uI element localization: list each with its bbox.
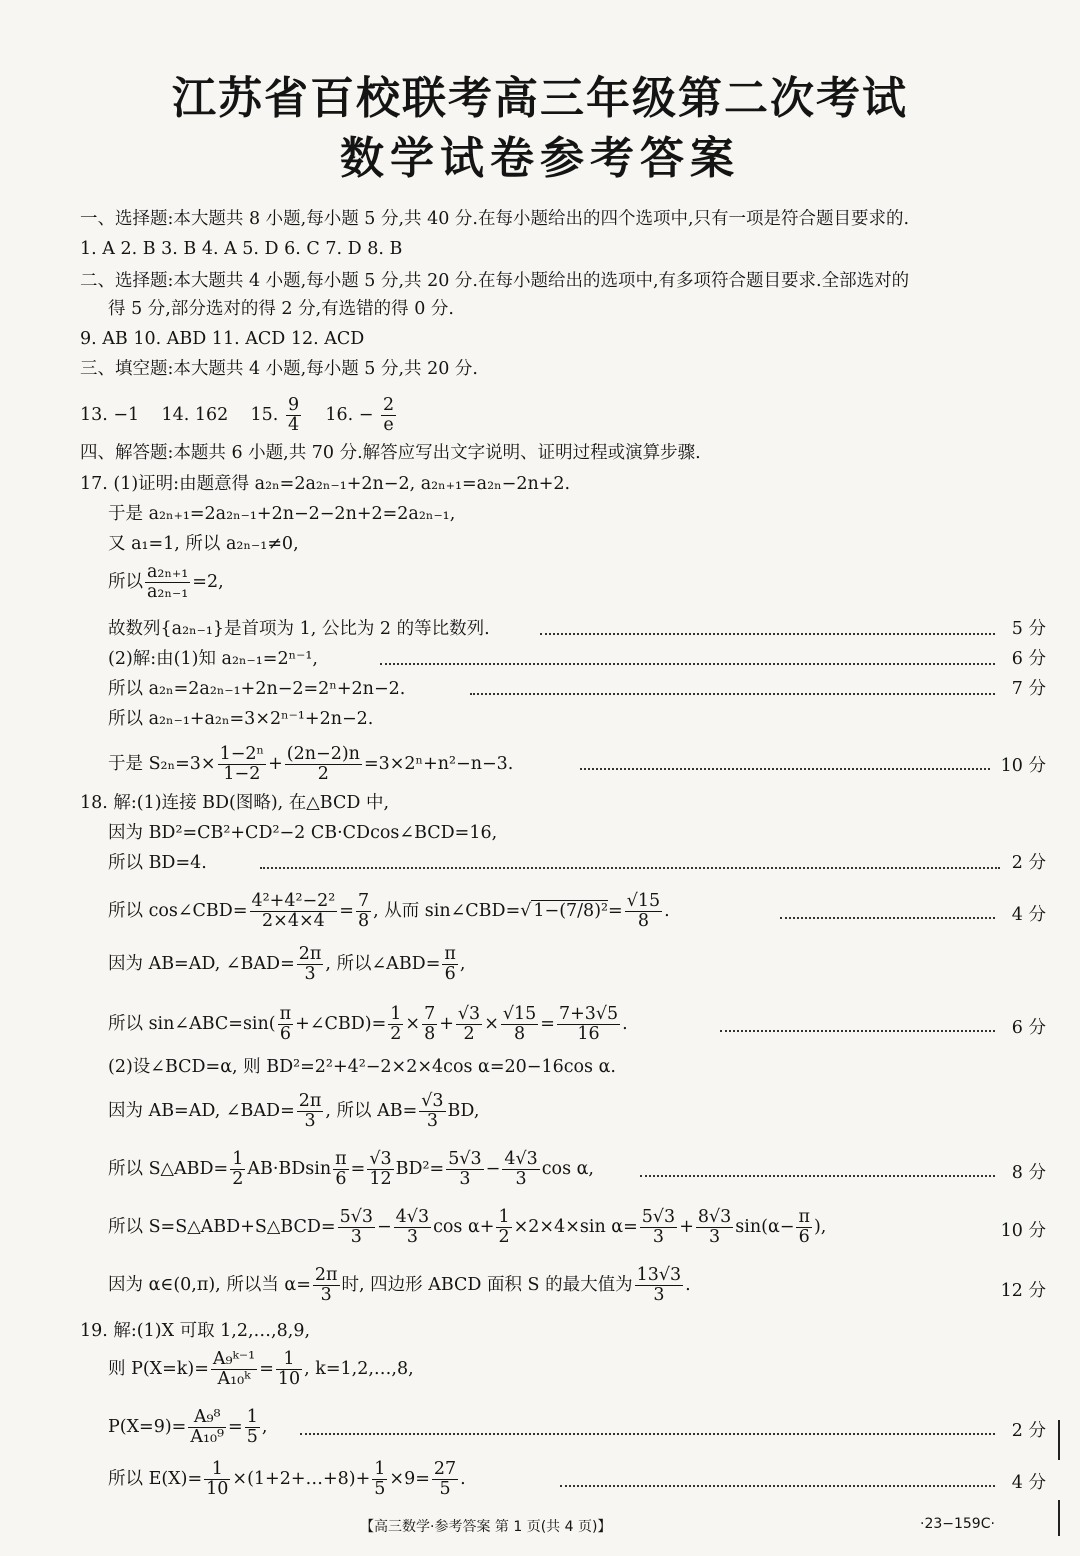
paper-code: ·23−159C· (920, 1516, 995, 1532)
score-leader (260, 867, 1000, 869)
score-leader (580, 768, 990, 770)
q17-line-9: 于是 S₂ₙ=3× $\frac{\text{1−2ⁿ}}{1-2}$ + $\frac{(2n-2)n}{2}$ =3×2ⁿ+n²−n−3. (108, 744, 514, 784)
q17-line-3: 又 a₁=1, 所以 a₂ₙ₋₁≠0, (108, 534, 299, 554)
q18-line-5: 因为 AB=AD, ∠BAD= $\frac{2\pi}{3}$ , 所以∠ABD= $\frac{\pi}{6}$ , (108, 944, 466, 984)
q17-ratio-fraction: $\frac{\text{a₂ₙ₊₁}}{\text{a₂ₙ₋₁}}$ (147, 562, 189, 602)
q17-line-2: 于是 a₂ₙ₊₁=2a₂ₙ₋₁+2n−2−2n+2=2a₂ₙ₋₁, (108, 504, 456, 524)
score-leader (780, 917, 995, 919)
answer-15-fraction: $\frac{9}{4}$ (287, 395, 300, 435)
score-label: 6 分 (1011, 1018, 1046, 1038)
q17-line-6: (2)解:由(1)知 a₂ₙ₋₁=2ⁿ⁻¹, (108, 649, 318, 669)
q17-line-4: 所以 $\frac{\text{a₂ₙ₊₁}}{\text{a₂ₙ₋₁}}$ =2, (108, 562, 224, 602)
q18-line-7: (2)设∠BCD=α, 则 BD²=2²+4²−2×2×4cos α=20−16cos α. (108, 1057, 616, 1077)
section-3-heading: 三、填空题:本大题共 4 小题,每小题 5 分,共 20 分. (80, 359, 478, 379)
score-leader (640, 1175, 995, 1177)
answer-16-fraction: $\frac{2}{e}$ (383, 395, 395, 435)
q19-line-2: 则 P(X=k)= $\frac{\text{A₉ᵏ⁻¹}}{\text{A₁₀ᵏ}}$ = $\frac{1}{10}$ , k=1,2,…,8, (108, 1349, 414, 1389)
q18-line-4: 所以 cos∠CBD= $\frac{\text{4²+4²−2²}}{2\times 4\times 4}$ = $\frac{7}{8}$ , 从而 sin∠CBD=√ 1−(7/8)²= $\frac{√15}{8}$ . (108, 891, 670, 931)
score-leader (720, 1030, 995, 1032)
q17-line-8: 所以 a₂ₙ₋₁+a₂ₙ=3×2ⁿ⁻¹+2n−2. (108, 709, 374, 729)
q18-line-9: 所以 S△ABD= $\frac{1}{2}$ AB·BDsin $\frac{\pi}{6}$ = $\frac{√3}{12}$ BD²= $\frac{5√3}{3}$ − $\frac{4√3}{3}$ cos α, (108, 1149, 594, 1189)
score-label: 10 分 (1000, 756, 1046, 776)
section-1-heading: 一、选择题:本大题共 8 小题,每小题 5 分,共 40 分.在每小题给出的四个选项中,只有一项是符合题目要求的. (80, 209, 910, 229)
score-label: 5 分 (1011, 619, 1046, 639)
answer-13: 13. −1 (80, 405, 140, 425)
margin-mark (1058, 1500, 1060, 1536)
score-leader (300, 1433, 995, 1435)
answer-14: 14. 162 (161, 405, 229, 425)
q18-line-1: 18. 解:(1)连接 BD(图略), 在△BCD 中, (80, 793, 390, 813)
q18-line-11: 因为 α∈(0,π), 所以当 α= $\frac{2\pi}{3}$ 时, 四边形 ABCD 面积 S 的最大值为 $\frac{13√3}{3}$ . (108, 1265, 691, 1305)
q18-line-8: 因为 AB=AD, ∠BAD= $\frac{2\pi}{3}$ , 所以 AB= $\frac{√3}{3}$ BD, (108, 1091, 480, 1131)
q18-line-2: 因为 BD²=CB²+CD²−2 CB·CDcos∠BCD=16, (108, 823, 498, 843)
score-label: 2 分 (1011, 853, 1046, 873)
score-leader (540, 633, 995, 635)
score-label: 2 分 (1011, 1421, 1046, 1441)
q18-line-3: 所以 BD=4. (108, 853, 207, 873)
section-3-answers (80, 396, 398, 435)
score-label: 8 分 (1011, 1163, 1046, 1183)
document-subtitle: 数学试卷参考答案 (340, 133, 740, 184)
section-2-heading: 二、选择题:本大题共 4 小题,每小题 5 分,共 20 分.在每小题给出的选项中,有多项符合题目要求.全部选对的 (80, 271, 910, 291)
answer-15-label: 15. (250, 405, 279, 425)
q17-sum-fraction-1: $\frac{\text{1−2ⁿ}}{1-2}$ (219, 744, 265, 784)
q17-sum-fraction-2: $\frac{(2n-2)n}{2}$ (286, 744, 360, 784)
score-leader (470, 693, 995, 695)
q17-line-7: 所以 a₂ₙ=2a₂ₙ₋₁+2n−2=2ⁿ+2n−2. (108, 679, 406, 699)
score-label: 6 分 (1011, 649, 1046, 669)
score-leader (380, 663, 995, 665)
q19-line-4: 所以 E(X)= $\frac{1}{10}$ ×(1+2+…+8)+ $\frac{1}{5}$ ×9= $\frac{27}{5}$ . (108, 1459, 466, 1499)
q18-line-6: 所以 sin∠ABC=sin( $\frac{\pi}{6}$ +∠CBD)= $\frac{1}{2}$ × $\frac{7}{8}$ + $\frac{√3}{2}$ × $\frac{√15}{8}$ = $\frac{7+3√5}{16}$ . (108, 1004, 628, 1044)
score-leader (560, 1485, 995, 1487)
section-2-heading-cont: 得 5 分,部分选对的得 2 分,有选错的得 0 分. (108, 299, 454, 319)
score-label: 10 分 (1000, 1221, 1046, 1241)
q17-line-1: 17. (1)证明:由题意得 a₂ₙ=2a₂ₙ₋₁+2n−2, a₂ₙ₊₁=a₂ₙ−2n+2. (80, 474, 571, 494)
section-1-answers: 1. A 2. B 3. B 4. A 5. D 6. C 7. D 8. B (80, 239, 403, 259)
section-2-answers: 9. AB 10. ABD 11. ACD 12. ACD (80, 329, 365, 349)
section-4-heading: 四、解答题:本题共 6 小题,共 70 分.解答应写出文字说明、证明过程或演算步骤. (80, 443, 701, 463)
margin-mark (1058, 1420, 1060, 1460)
score-label: 7 分 (1011, 679, 1046, 699)
answer-16-label: 16. − (325, 405, 374, 425)
q19-line-3: P(X=9)= $\frac{\text{A₉⁸}}{\text{A₁₀⁹}}$ = $\frac{1}{5}$ , (108, 1407, 268, 1447)
q17-line-5: 故数列{a₂ₙ₋₁}是首项为 1, 公比为 2 的等比数列. (108, 619, 490, 639)
score-label: 4 分 (1011, 905, 1046, 925)
q18-line-10: 所以 S=S△ABD+S△BCD= $\frac{5√3}{3}$ − $\frac{4√3}{3}$ cos α+ $\frac{1}{2}$ ×2×4×sin α= $\frac{5√3}{3}$ + $\frac{8√3}{3}$ sin(α− $\frac{\pi}{6}$ ), (108, 1207, 827, 1247)
page-footer: 【高三数学·参考答案 第 1 页(共 4 页)】 (360, 1519, 612, 1535)
score-label: 12 分 (1000, 1281, 1046, 1301)
document-title: 江苏省百校联考高三年级第二次考试 (172, 73, 908, 124)
q19-line-1: 19. 解:(1)X 可取 1,2,…,8,9, (80, 1321, 311, 1341)
score-label: 4 分 (1011, 1473, 1046, 1493)
